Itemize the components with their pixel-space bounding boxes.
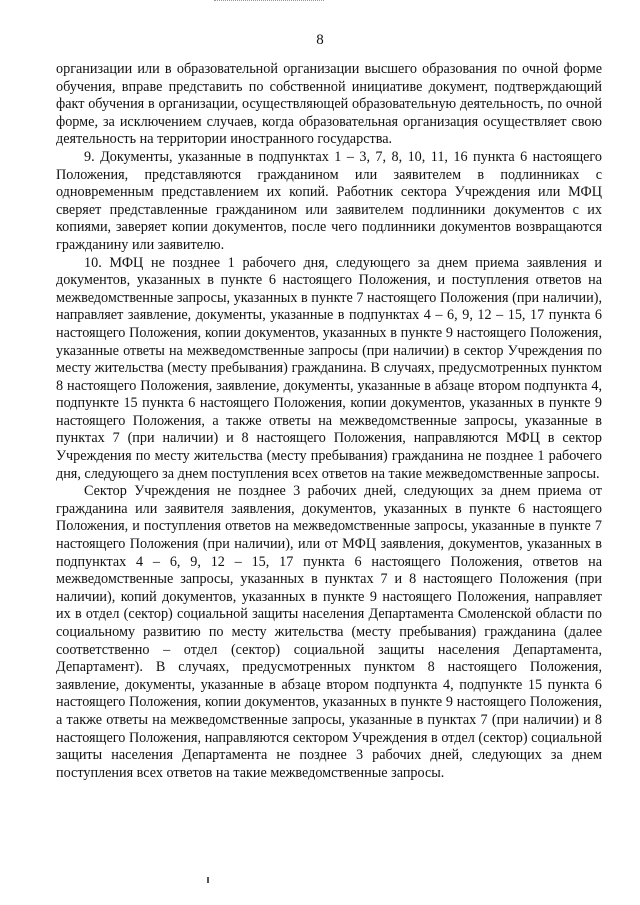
paragraph-item-9: 9. Документы, указанные в подпунктах 1 – 3, 7, 8, 10, 11, 16 пункта 6 настоящего Положения, представляются гражданином или заявителем в подлинниках с одновременным представлением их копий. Работник сектора Учреждения или МФЦ сверяет представленные гражданином или заявителем подлинники документов с их копиями, заверяет копии документов, после чего подлинники документов возвращаются гражданину или заявителю. bbox=[56, 148, 602, 253]
paragraph-item-10: 10. МФЦ не позднее 1 рабочего дня, следующего за днем приема заявления и документов, указанных в пункте 6 настоящего Положения, и поступления ответов на межведомственные запросы, указанных в пункте 7 настоящего Положения (при наличии), направляет заявление, документы, указанные в подпунктах 4 – 6, 9, 12 – 15, 17 пункта 6 настоящего Положения, копии документов, указанных в пункте 9 настоящего Положения, указанные ответы на межведомственные запросы (при наличии) в сектор Учреждения по месту жительства (месту пребывания) гражданина. В случаях, предусмотренных пунктом 8 настоящего Положения, заявление, документы, указанные в абзаце втором подпункта 4, подпункте 15 пункта 6 настоящего Положения, копии документов, указанных в пункте 9 настоящего Положения, а также ответы на межведомственные запросы, указанные в пунктах 7 (при наличии) и 8 настоящего Положения, направляются МФЦ в сектор Учреждения по месту жительства (месту пребывания) гражданина не позднее 1 рабочего дня, следующего за днем поступления всех ответов на такие межведомственные запросы. bbox=[56, 254, 602, 482]
scan-artifact-dot bbox=[207, 877, 209, 883]
document-body bbox=[56, 61, 602, 782]
page-number: 8 bbox=[316, 32, 324, 48]
scan-artifact-line bbox=[214, 0, 324, 3]
paragraph-sector-duties: Сектор Учреждения не позднее 3 рабочих дней, следующих за днем приема от гражданина или заявителя заявления, документов, указанных в пункте 6 настоящего Положения, и поступления ответов на межведомственные запросы, указанные в пункте 7 настоящего Положения (при наличии), или от МФЦ заявления, документов, указанных в подпунктах 4 – 6, 9, 12 – 15, 17 пункта 6 настоящего Положения, ответов на межведомственные запросы, указанных в пунктах 7 и 8 настоящего Положения (при наличии), копий документов, указанных в пункте 9 настоящего Положения, направляет их в отдел (сектор) социальной защиты населения Департамента Смоленской области по социальному развитию по месту жительства (месту пребывания) гражданина (далее соответственно – отдел (сектор) социальной защиты населения Департамента, Департамент). В случаях, предусмотренных пунктом 8 настоящего Положения, заявление, документы, указанные в абзаце втором подпункта 4, подпункте 15 пункта 6 настоящего Положения, копии документов, указанных в пункте 9 настоящего Положения, а также ответы на межведомственные запросы, указанные в пунктах 7 (при наличии) и 8 настоящего Положения, направляются сектором Учреждения в отдел (сектор) социальной защиты населения Департамента не позднее 3 рабочих дней, следующих за днем поступления всех ответов на такие межведомственные запросы. bbox=[56, 483, 602, 781]
paragraph-continuation: организации или в образовательной организации высшего образования по очной форме обучения, вправе представить по собственной инициативе документ, подтверждающий факт обучения в организации, осуществляющей образовательную деятельность, по очной форме, за исключением случаев, когда образовательная организация осуществляет свою деятельность на территории иностранного государства. bbox=[56, 61, 602, 148]
